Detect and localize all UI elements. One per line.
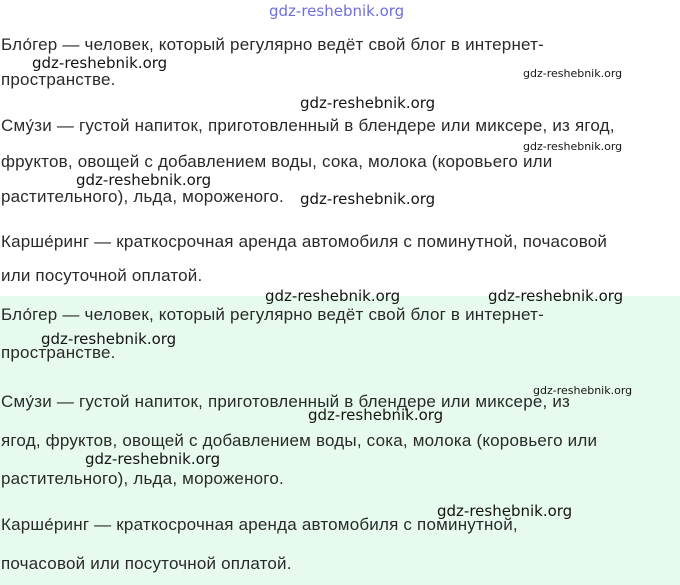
- top-smoothie-line-1: Сму́зи — густой напиток, приготовленный в блендере или миксере, из ягод,: [1, 116, 615, 135]
- watermark: gdz-reshebnik.org: [85, 450, 221, 468]
- top-blogger-line-1: Бло́гер — человек, который регулярно ведёт свой блог в интернет-: [1, 35, 544, 54]
- watermark: gdz-reshebnik.org: [533, 384, 633, 397]
- bottom-blogger-line-2: пространстве.: [1, 343, 116, 362]
- bottom-carsharing-line-2: почасовой или посуточной оплатой.: [1, 554, 292, 573]
- bottom-smoothie-line-2: ягод, фруктов, овощей с добавлением воды, сока, молока (коровьего или: [1, 431, 598, 450]
- top-smoothie-line-3: растительного), льда, мороженого.: [1, 187, 284, 206]
- bottom-blogger-line-1: Бло́гер — человек, который регулярно ведёт свой блог в интернет-: [1, 305, 544, 324]
- top-blogger-line-2: пространстве.: [1, 70, 116, 89]
- watermark: gdz-reshebnik.org: [523, 140, 623, 153]
- watermark: gdz-reshebnik.org: [308, 406, 444, 424]
- top-smoothie-line-2: фруктов, овощей с добавлением воды, сока, молока (коровьего или: [1, 152, 553, 171]
- watermark: gdz-reshebnik.org: [523, 67, 623, 80]
- watermark: gdz-reshebnik.org: [32, 54, 168, 72]
- bottom-smoothie-line-3: растительного), льда, мороженого.: [1, 469, 284, 488]
- watermark: gdz-reshebnik.org: [300, 190, 436, 208]
- watermark: gdz-reshebnik.org: [41, 330, 177, 348]
- top-carsharing-line-2: или посуточной оплатой.: [1, 266, 203, 285]
- header-watermark: gdz-reshebnik.org: [269, 2, 405, 20]
- watermark: gdz-reshebnik.org: [76, 171, 212, 189]
- watermark: gdz-reshebnik.org: [488, 287, 624, 305]
- watermark: gdz-reshebnik.org: [437, 502, 573, 520]
- bottom-smoothie-line-1: Сму́зи — густой напиток, приготовленный в блендере или миксере, из: [1, 392, 571, 411]
- top-carsharing-line-1: Карше́ринг — краткосрочная аренда автомобиля с поминутной, почасовой: [1, 232, 608, 251]
- bottom-carsharing-line-1: Карше́ринг — краткосрочная аренда автомобиля с поминутной,: [1, 515, 518, 534]
- watermark: gdz-reshebnik.org: [265, 287, 401, 305]
- watermark: gdz-reshebnik.org: [300, 94, 436, 112]
